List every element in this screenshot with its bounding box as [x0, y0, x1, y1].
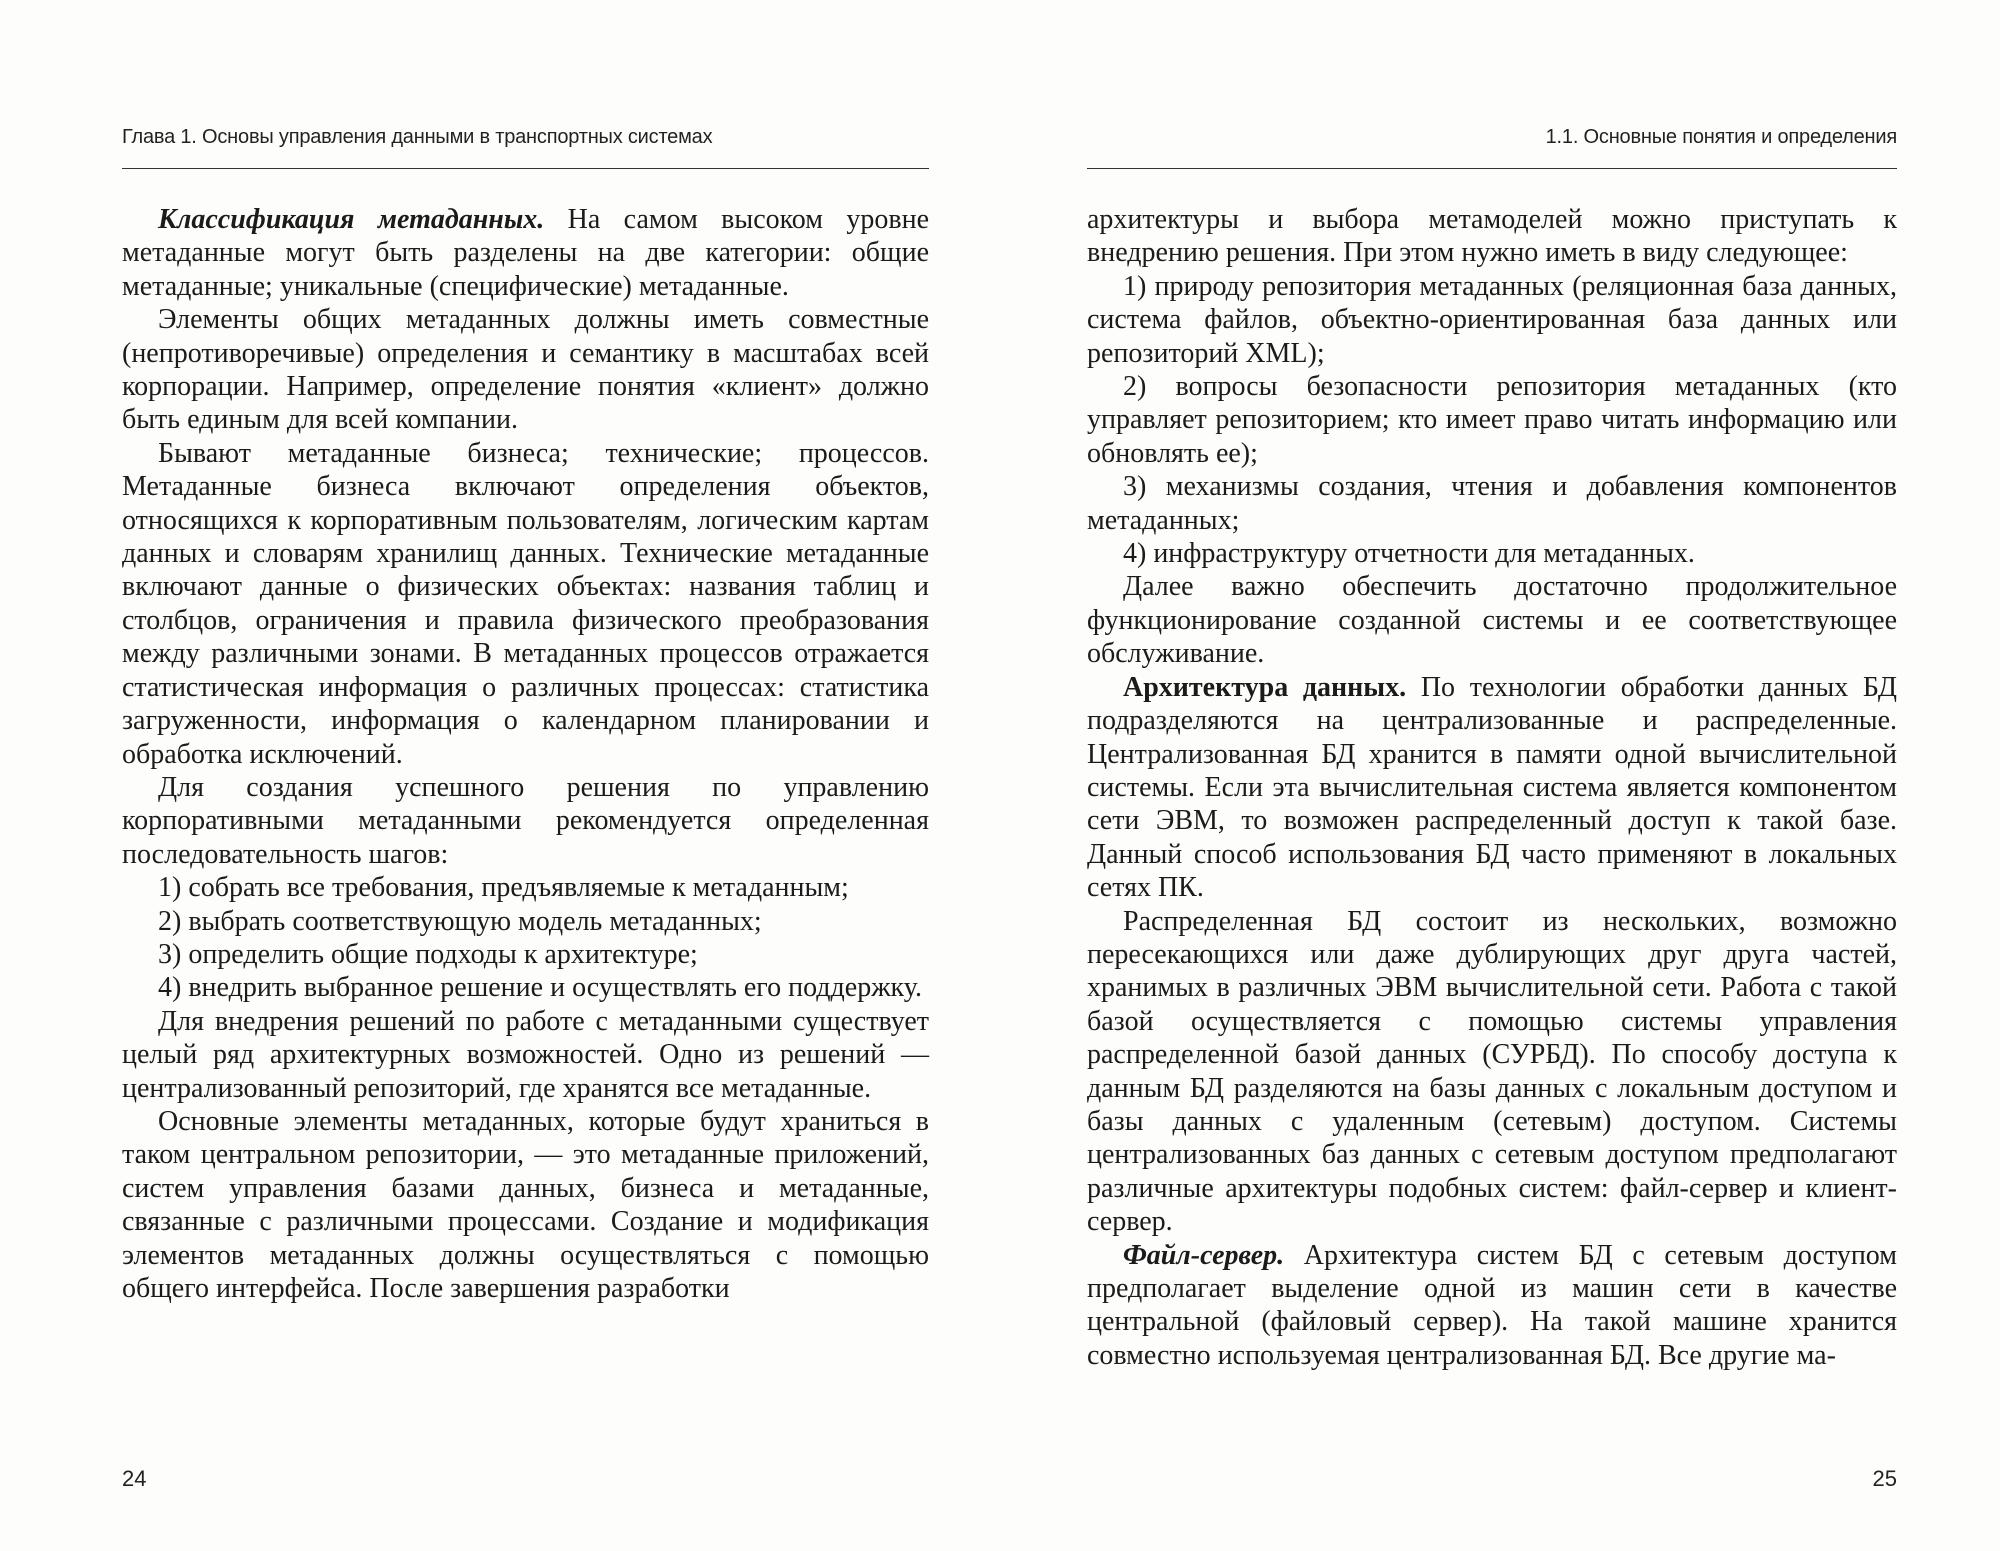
- paragraph: Далее важно обеспечить достаточно продолжительное функционирование созданной системы и ее соответствующее обслуживание.: [1087, 571, 1897, 670]
- paragraph: Архитектура данных. По технологии обработки данных БД подразделяются на централизованные и распределенные. Централизованная БД хранится в памяти одной вычислительной системы. Если эта вычислительная система является компонентом сети ЭВМ, то возможен распределенный доступ к такой базе. Данный способ использования БД часто применяют в локальных сетях ПК.: [1087, 671, 1897, 904]
- list-item: 2) выбрать соответствующую модель метаданных;: [158, 905, 762, 937]
- paragraph: Файл-сервер. Архитектура систем БД с сетевым доступом предполагает выделение одной из машин сети в качестве центральной (файловый сервер). На такой машине хранится совместно используемая централизованная БД. Все другие ма-: [1087, 1239, 1897, 1371]
- paragraph: архитектуры и выбора метамоделей можно приступать к внедрению решения. При этом нужно иметь в виду следующее:: [1087, 204, 1897, 269]
- list-item: 2) вопросы безопасности репозитория метаданных (кто управляет репозиторием; кто имеет право читать информацию или обновлять ее);: [1087, 371, 1897, 469]
- list-item: 3) определить общие подходы к архитектуре;: [158, 938, 698, 970]
- right-running-head: 1.1. Основные понятия и определения: [1545, 126, 1897, 148]
- right-page: [1000, 0, 2000, 1551]
- run-in-heading: Файл-сервер.: [1123, 1239, 1285, 1271]
- list-item: 4) внедрить выбранное решение и осуществлять его поддержку.: [158, 972, 922, 1004]
- run-in-heading: Архитектура данных.: [1123, 671, 1407, 703]
- paragraph: Классификация метаданных. На самом высоком уровне метаданные могут быть разделены на две категории: общие метаданные; уникальные (специфические) метаданные.: [122, 204, 929, 302]
- list-item: 3) механизмы создания, чтения и добавления компонентов метаданных;: [1087, 471, 1897, 536]
- right-header-rule: [1087, 168, 1897, 169]
- paragraph: Бывают метаданные бизнеса; технические; процессов. Метаданные бизнеса включают определения объектов, относящихся к корпоративным пользователям, логическим картам данных и словарям хранилищ данных. Технические метаданные включают данные о физических объектах: названия таблиц и столбцов, ограничения и правила физического преобразования между различными зонами. В метаданных процессов отражается статистическая информация о различных процессах: статистика загруженности, информация о календарном планировании и обработка исключений.: [122, 437, 929, 770]
- list-item: 1) собрать все требования, предъявляемые к метаданным;: [158, 872, 849, 904]
- paragraph: Для внедрения решений по работе с метаданными существует целый ряд архитектурных возможностей. Одно из решений — централизованный репозиторий, где хранятся все метаданные.: [122, 1005, 929, 1104]
- left-header-rule: [122, 168, 929, 169]
- left-body-text: [122, 203, 929, 1305]
- left-page-number: 24: [122, 1466, 147, 1491]
- paragraph: Распределенная БД состоит из нескольких, возможно пересекающихся или даже дублирующих друг друга частей, хранимых в различных ЭВМ вычислительной сети. Работа с такой базой осуществляется с помощью системы управления распределенной базой данных (СУРБД). По способу доступа к данным БД разделяются на базы данных с локальным доступом и базы данных с удаленным (сетевым) доступом. Системы централизованных баз данных с сетевым доступом предполагают различные архитектуры подобных систем: файл-сервер и клиент-сервер.: [1087, 905, 1897, 1238]
- paragraph: Элементы общих метаданных должны иметь совместные (непротиворечивые) определения и семантику в масштабах всей корпорации. Например, определение понятия «клиент» должно быть единым для всей компании.: [122, 304, 929, 436]
- right-body-text: [1087, 203, 1897, 1372]
- right-page-number: 25: [1872, 1466, 1897, 1491]
- run-in-heading: Классификация метаданных.: [158, 204, 545, 235]
- list-item: 1) природу репозитория метаданных (реляционная база данных, система файлов, объектно-ориентированная база данных или репозиторий XML);: [1087, 270, 1897, 369]
- list-item: 4) инфраструктуру отчетности для метаданных.: [1123, 538, 1695, 570]
- paragraph: Основные элементы метаданных, которые будут храниться в таком центральном репозитории, — это метаданные приложений, систем управления базами данных, бизнеса и метаданные, связанные с различными процессами. Создание и модификация элементов метаданных должны осуществляться с помощью общего интерфейса. После завершения разработки: [122, 1105, 929, 1304]
- paragraph: Для создания успешного решения по управлению корпоративными метаданными рекомендуется определенная последовательность шагов:: [122, 771, 929, 870]
- left-running-head: Глава 1. Основы управления данными в транспортных системах: [122, 126, 713, 148]
